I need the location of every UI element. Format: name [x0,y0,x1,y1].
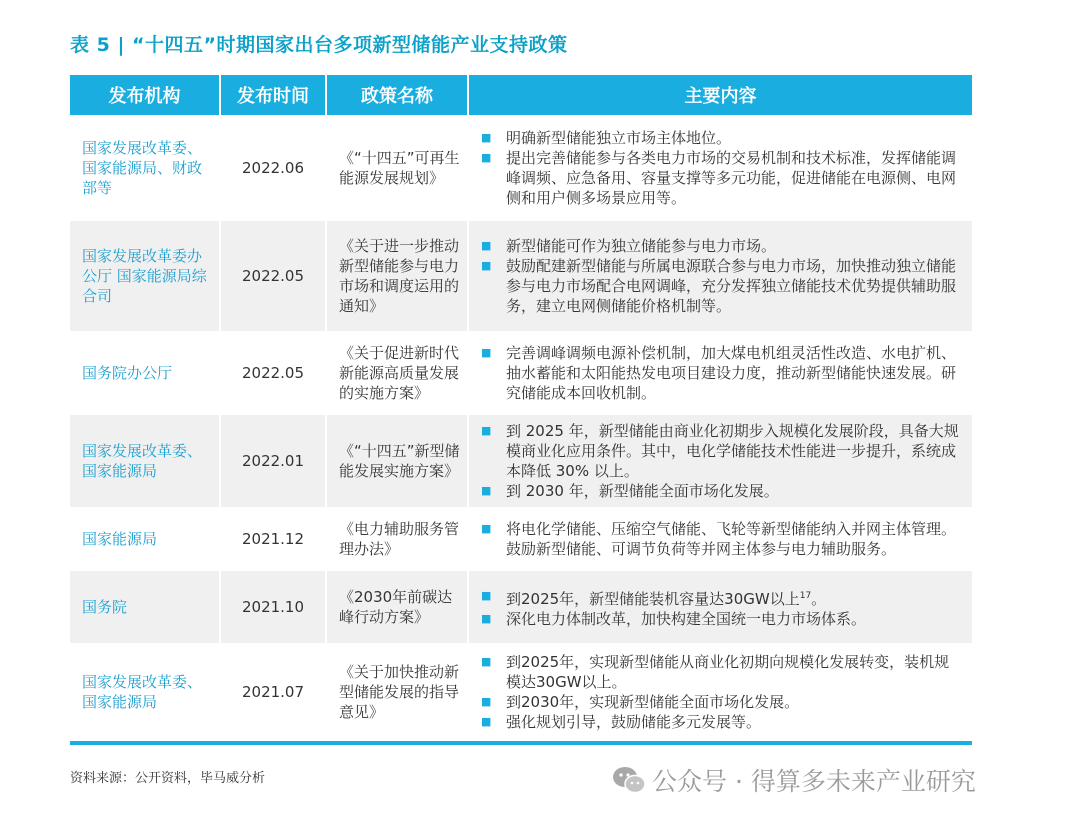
table-header-row [70,75,972,115]
list-item: ■ 到2025年，实现新型储能从商业化初期向规模化发展转变，装机规模达30GW以上。 [481,653,950,691]
square-bullet-icon: ■ [481,611,492,625]
table-row [70,643,972,743]
cell-date: 2021.12 [220,507,326,571]
cell-date: 2022.01 [220,415,326,507]
watermark-text: 公众号 · 得算多未来产业研究 [652,767,976,796]
table-row [70,571,972,643]
source-note: 资料来源：公开资料，毕马威分析 [70,771,266,786]
cell-date: 2021.07 [220,643,326,743]
header-date: 发布时间 [220,75,326,115]
list-item: ■ 强化规划引导，鼓励储能多元发展等。 [481,713,762,731]
table-row [70,331,972,415]
header-content: 主要内容 [468,75,972,115]
header-name: 政策名称 [326,75,468,115]
policy-table [70,75,972,745]
square-bullet-icon: ■ [481,239,492,252]
list-item: ■ 到 2030 年，新型储能全面市场化发展。 [481,482,779,500]
cell-content [468,571,972,643]
cell-date: 2022.05 [220,331,326,415]
list-item: ■ 到2025年，新型储能装机容量达30GW以上$^{17}$。 [481,586,964,609]
table-row [70,221,972,331]
square-bullet-icon: ■ [481,655,492,668]
cell-policy-name: 《关于促进新时代新能源高质量发展的实施方案》 [326,331,468,415]
cell-policy-name: 《电力辅助服务管理办法》 [326,507,468,571]
cell-org: 国家发展改革委、国家能源局、财政部等 [70,115,220,221]
cell-date: 2022.06 [220,115,326,221]
header-org: 发布机构 [70,75,220,115]
square-bullet-icon: ■ [481,522,492,535]
cell-org: 国家发展改革委、国家能源局 [70,415,220,507]
list-item: ■ 鼓励配建新型储能与所属电源联合参与电力市场，加快推动独立储能参与电力市场配合电网调峰，充分发挥独立储能技术优势提供辅助服务，建立电网侧储能价格机制等。 [481,257,957,315]
footnote-marker: 17 [799,590,812,601]
cell-content [468,643,972,743]
cell-policy-name: 《“十四五”可再生能源发展规划》 [326,115,468,221]
list-item: ■ 到2030年，实现新型储能全面市场化发展。 [481,693,800,711]
cell-org: 国务院 [70,571,220,643]
cell-date: 2022.05 [220,221,326,331]
square-bullet-icon: ■ [481,131,492,144]
square-bullet-icon: ■ [481,588,492,602]
cell-content [468,331,972,415]
cell-org: 国家发展改革委办公厅 国家能源局综合司 [70,221,220,331]
cell-policy-name: 《“十四五”新型储能发展实施方案》 [326,415,468,507]
square-bullet-icon: ■ [481,715,492,728]
wechat-icon [612,765,646,795]
cell-content [468,221,972,331]
watermark [612,762,976,798]
cell-org: 国家发展改革委、国家能源局 [70,643,220,743]
table-row [70,507,972,571]
square-bullet-icon: ■ [481,695,492,708]
square-bullet-icon: ■ [481,484,492,497]
cell-content [468,115,972,221]
cell-org: 国家能源局 [70,507,220,571]
table-title: 表 5 | “十四五”时期国家出台多项新型储能产业支持政策 [70,34,568,56]
cell-date: 2021.10 [220,571,326,643]
list-item: ■ 将电化学储能、压缩空气储能、飞轮等新型储能纳入并网主体管理。鼓励新型储能、可调节负荷等并网主体参与电力辅助服务。 [481,520,957,558]
list-item: ■ 到 2025 年，新型储能由商业化初期步入规模化发展阶段，具备大规模商业化应用条件。其中，电化学储能技术性能进一步提升，系统成本降低 30% 以上。 [481,422,959,480]
square-bullet-icon: ■ [481,346,492,359]
square-bullet-icon: ■ [481,151,492,164]
cell-org: 国务院办公厅 [70,331,220,415]
list-item: ■ 新型储能可作为独立储能参与电力市场。 [481,237,777,255]
square-bullet-icon: ■ [481,424,492,437]
cell-policy-name: 《关于加快推动新型储能发展的指导意见》 [326,643,468,743]
list-item: ■ 明确新型储能独立市场主体地位。 [481,129,732,147]
table-row [70,415,972,507]
cell-content [468,415,972,507]
list-item: ■ 完善调峰调频电源补偿机制，加大煤电机组灵活性改造、水电扩机、抽水蓄能和太阳能热发电项目建设力度，推动新型储能快速发展。研究储能成本回收机制。 [481,344,957,402]
square-bullet-icon: ■ [481,259,492,272]
cell-policy-name: 《2030年前碳达峰行动方案》 [326,571,468,643]
list-item: ■ 提出完善储能参与各类电力市场的交易机制和技术标准，发挥储能调峰调频、应急备用、容量支撑等多元功能，促进储能在电源侧、电网侧和用户侧多场景应用等。 [481,149,957,207]
cell-policy-name: 《关于进一步推动新型储能参与电力市场和调度运用的通知》 [326,221,468,331]
list-item: ■ 深化电力体制改革，加快构建全国统一电力市场体系。 [481,609,867,628]
table-row [70,115,972,221]
cell-content [468,507,972,571]
